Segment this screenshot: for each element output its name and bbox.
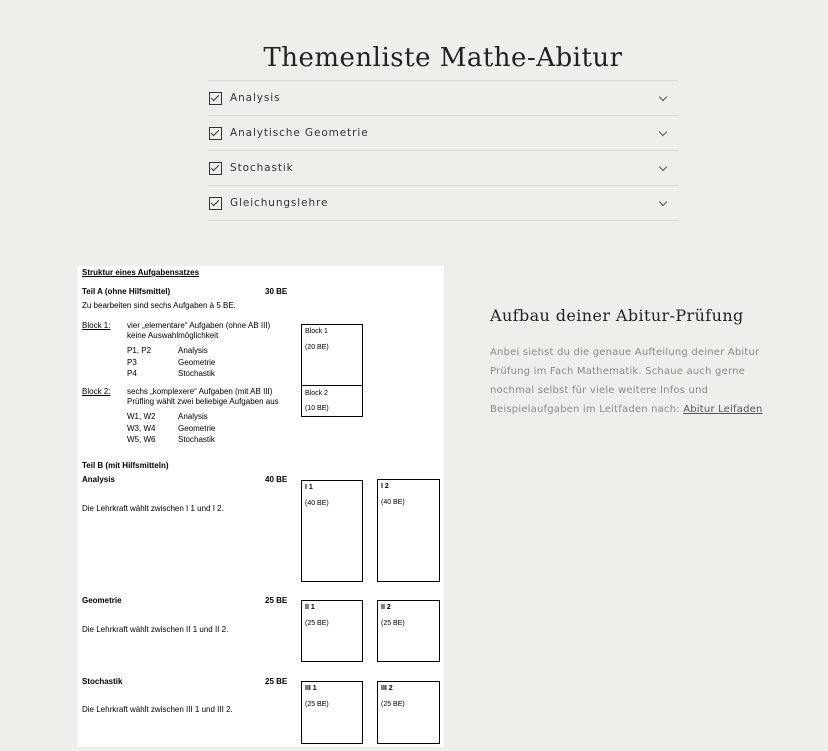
- analysis-box-1-points: (40 BE): [305, 500, 329, 507]
- block1-row-nr: P4: [127, 369, 137, 378]
- chevron-down-icon: [659, 197, 667, 205]
- analysis-box-1: [301, 480, 363, 582]
- geometrie-box-2: [377, 600, 440, 662]
- topic-accordion: [208, 80, 678, 221]
- block1-line1: vier „elementare“ Aufgaben (ohne AB III): [127, 321, 271, 330]
- checkbox-icon: [209, 92, 222, 105]
- analysis-desc: Die Lehrkraft wählt zwischen I 1 und I 2.: [82, 504, 224, 513]
- leitfaden-link[interactable]: Abitur Leifaden: [683, 404, 763, 415]
- block1-line2: keine Auswahlmöglichkeit: [127, 331, 219, 340]
- checkbox-icon: [209, 162, 222, 175]
- block2-box-label: Block 2: [305, 390, 328, 397]
- analysis-box-2-label: I 2: [381, 483, 389, 490]
- stochastik-box-1-points: (25 BE): [305, 701, 329, 708]
- geometrie-box-1-label: II 1: [305, 604, 315, 611]
- stochastik-box-2-points: (25 BE): [381, 701, 405, 708]
- analysis-label: Analysis: [82, 475, 115, 484]
- block1-row-topic: Geometrie: [178, 358, 216, 367]
- exam-structure-document: [77, 266, 444, 747]
- geometrie-box-2-points: (25 BE): [381, 620, 405, 627]
- geometrie-box-2-label: II 2: [381, 604, 391, 611]
- geometrie-box-1: [301, 600, 363, 662]
- analysis-box-2: [377, 479, 440, 582]
- accordion-label: Gleichungslehre: [230, 197, 329, 209]
- stochastik-label: Stochastik: [82, 677, 123, 686]
- analysis-points: 40 BE: [265, 475, 288, 484]
- chevron-down-icon: [659, 92, 667, 100]
- block2-row-topic: Geometrie: [178, 424, 216, 433]
- geometrie-points: 25 BE: [265, 596, 288, 605]
- info-heading: Aufbau deiner Abitur-Prüfung: [490, 306, 744, 325]
- teil-b-label: Teil B (mit Hilfsmitteln): [82, 461, 169, 470]
- block1-box-points: (20 BE): [305, 344, 329, 351]
- block2-box: [301, 385, 363, 417]
- accordion-item-stochastik[interactable]: [208, 151, 678, 186]
- block1-row-nr: P1, P2: [127, 346, 152, 355]
- accordion-item-analysis[interactable]: [208, 81, 678, 116]
- accordion-label: Analysis: [230, 92, 281, 104]
- chevron-down-icon: [659, 127, 667, 135]
- teil-a-points: 30 BE: [265, 287, 288, 296]
- block1-row-topic: Analysis: [178, 346, 208, 355]
- stochastik-desc: Die Lehrkraft wählt zwischen III 1 und III 2.: [82, 705, 233, 714]
- stochastik-box-2: [377, 681, 440, 744]
- block2-line2: Prüfling wählt zwei beliebige Aufgaben aus: [127, 397, 279, 406]
- teil-a-desc: Zu bearbeiten sind sechs Aufgaben à 5 BE.: [82, 301, 236, 310]
- chevron-down-icon: [659, 162, 667, 170]
- accordion-item-gleichungslehre[interactable]: [208, 186, 678, 221]
- accordion-label: Analytische Geometrie: [230, 127, 369, 139]
- analysis-box-1-label: I 1: [305, 484, 313, 491]
- accordion-label: Stochastik: [230, 162, 294, 174]
- geometrie-label: Geometrie: [82, 596, 122, 605]
- stochastik-box-2-label: III 2: [381, 685, 393, 692]
- analysis-box-2-points: (40 BE): [381, 499, 405, 506]
- info-panel: [490, 306, 780, 419]
- geometrie-desc: Die Lehrkraft wählt zwischen II 1 und II 2.: [82, 625, 229, 634]
- info-text-body: Anbei siehst du die genaue Aufteilung deiner Abitur Prüfung im Fach Mathematik. Schaue auch gerne nochmal selbst für viele weitere Infos und Beispielaufgaben im Leitfaden nach:: [490, 347, 760, 415]
- block2-row-nr: W5, W6: [127, 435, 156, 444]
- block1-label: Block 1:: [82, 321, 111, 330]
- block2-row-nr: W1, W2: [127, 412, 156, 421]
- accordion-item-analytische-geometrie[interactable]: [208, 116, 678, 151]
- doc-heading: Struktur eines Aufgabensatzes: [82, 268, 200, 277]
- page-title: Themenliste Mathe-Abitur: [263, 43, 623, 74]
- checkbox-icon: [209, 197, 222, 210]
- block2-line1: sechs „komplexere“ Aufgaben (mit AB III): [127, 387, 273, 396]
- stochastik-points: 25 BE: [265, 677, 288, 686]
- block1-box: [301, 324, 363, 386]
- geometrie-box-1-points: (25 BE): [305, 620, 329, 627]
- teil-a-label: Teil A (ohne Hilfsmittel): [82, 287, 171, 296]
- block2-label: Block 2:: [82, 387, 111, 396]
- checkbox-icon: [209, 127, 222, 140]
- stochastik-box-1-label: III 1: [305, 685, 317, 692]
- block1-box-label: Block 1: [305, 328, 328, 335]
- stochastik-box-1: [301, 681, 363, 744]
- info-text: [490, 343, 780, 419]
- block1-row-nr: P3: [127, 358, 137, 367]
- block2-row-nr: W3, W4: [127, 424, 156, 433]
- block2-box-points: (10 BE): [305, 405, 329, 412]
- block1-row-topic: Stochastik: [178, 369, 215, 378]
- block2-row-topic: Stochastik: [178, 435, 215, 444]
- block2-row-topic: Analysis: [178, 412, 208, 421]
